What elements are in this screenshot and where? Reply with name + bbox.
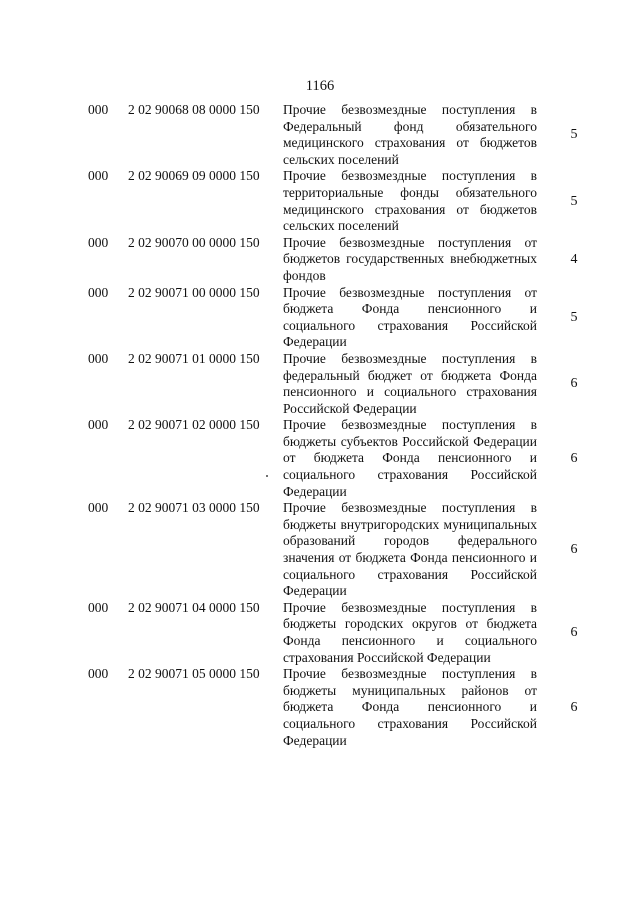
- value-cell: 6: [570, 699, 578, 715]
- value-cell: 5: [570, 127, 578, 143]
- budget-classification-code: 2 02 90071 05 0000 150: [128, 666, 260, 682]
- budget-classification-code: 2 02 90070 00 0000 150: [128, 234, 260, 250]
- value-cell: 4: [570, 251, 578, 267]
- budget-classification-code: 2 02 90069 09 0000 150: [128, 168, 260, 184]
- revenue-name: Прочие безвозмездные поступления в федеральный бюджет от бюджета Фонда пенсионного и социального страхования Российской Федерации: [283, 350, 537, 416]
- budget-classification-code: 2 02 90068 08 0000 150: [128, 102, 260, 117]
- table-row: [0, 102, 640, 168]
- revenue-name: Прочие безвозмездные поступления в бюджеты внутригородских муниципальных образований городов федерального значения от бюджета Фонда пенсионного и социального страхования Российской Федерации: [283, 500, 537, 599]
- budget-classification-code: 2 02 90071 02 0000 150: [128, 417, 260, 433]
- revenue-name: Прочие безвозмездные поступления в бюджеты субъектов Российской Федерации от бюджета Фонда пенсионного и социального страхования Российской Федерации: [283, 417, 537, 499]
- budget-classification-code: 2 02 90071 04 0000 150: [128, 599, 260, 615]
- value-cell: 5: [570, 193, 578, 209]
- revenue-name: Прочие безвозмездные поступления в Федеральный фонд обязательного медицинского страхования от бюджетов сельских поселений: [283, 102, 537, 167]
- table-row: [0, 235, 640, 285]
- admin-code: 000: [88, 350, 109, 366]
- table-row: [0, 600, 640, 666]
- admin-code: 000: [88, 417, 109, 433]
- value-cell: 5: [570, 309, 578, 325]
- table-row: [0, 168, 640, 234]
- table-row: [0, 417, 640, 500]
- revenue-name: Прочие безвозмездные поступления в бюджеты городских округов от бюджета Фонда пенсионного и социального страхования Российской Федерации: [283, 599, 537, 665]
- admin-code: 000: [88, 599, 109, 615]
- admin-code: 000: [88, 666, 109, 682]
- page-number: 1166: [305, 78, 335, 94]
- budget-classification-code: 2 02 90071 01 0000 150: [128, 350, 260, 366]
- table-row: [0, 351, 640, 417]
- admin-code: 000: [88, 234, 109, 250]
- revenue-name: Прочие безвозмездные поступления от бюджета Фонда пенсионного и социального страхования Российской Федерации: [283, 284, 537, 350]
- value-cell: 6: [570, 625, 578, 640]
- table-row: [0, 666, 640, 749]
- value-cell: 6: [570, 542, 578, 558]
- budget-classification-code: 2 02 90071 03 0000 150: [128, 500, 260, 516]
- revenue-name: Прочие безвозмездные поступления в бюджеты муниципальных районов от бюджета Фонда пенсионного и социального страхования Российской Федерации: [283, 666, 537, 748]
- value-cell: 6: [570, 450, 578, 466]
- admin-code: 000: [88, 102, 109, 117]
- admin-code: 000: [88, 284, 109, 300]
- value-cell: 6: [570, 376, 578, 392]
- scan-speck: [266, 475, 268, 477]
- revenue-name: Прочие безвозмездные поступления от бюджетов государственных внебюджетных фондов: [283, 234, 537, 283]
- table-row: [0, 500, 640, 600]
- budget-classification-code: 2 02 90071 00 0000 150: [128, 284, 260, 300]
- revenue-code-table: [0, 102, 640, 749]
- admin-code: 000: [88, 500, 109, 516]
- table-row: [0, 285, 640, 351]
- admin-code: 000: [88, 168, 109, 184]
- revenue-name: Прочие безвозмездные поступления в территориальные фонды обязательного медицинского страхования от бюджетов сельских поселений: [283, 168, 537, 234]
